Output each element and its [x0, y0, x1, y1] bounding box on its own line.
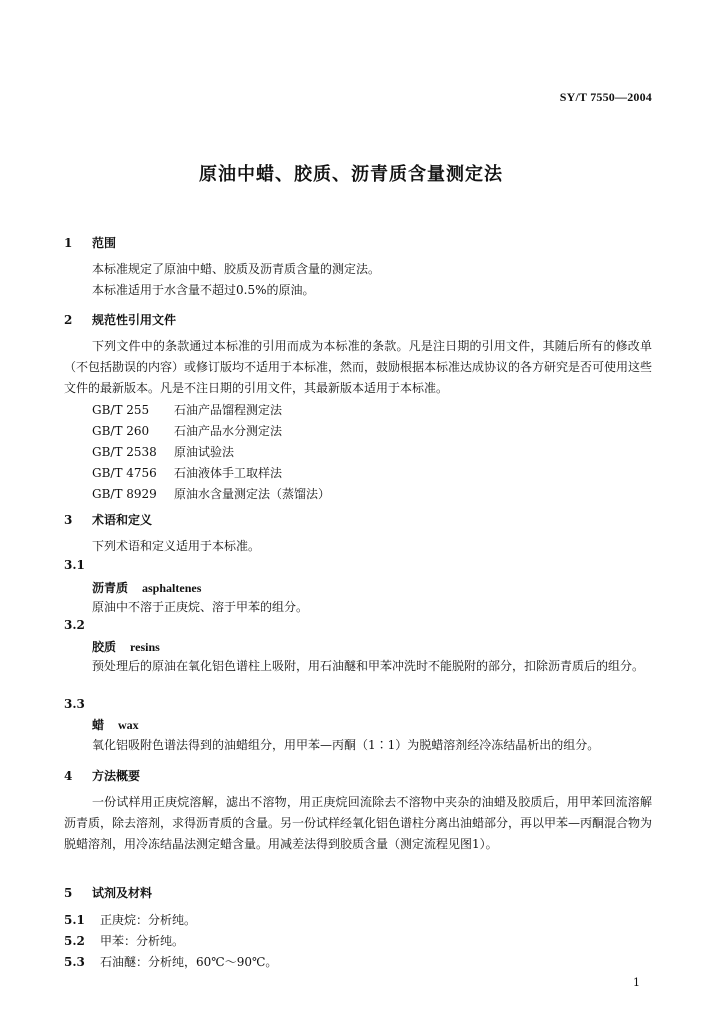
term-heading — [92, 638, 160, 655]
clause-number: 3.1 — [64, 558, 85, 572]
reference-name: 石油产品水分测定法 — [174, 424, 283, 438]
section-number: 2 — [64, 313, 73, 327]
reference-code: GB/T 2538 — [92, 445, 157, 459]
paragraph-text: 下列文件中的条款通过本标准的引用而成为本标准的条款。凡是注日期的引用文件，其随后所有的修改单（不包括勘误的内容）或修订版均不适用于本标准，然而，鼓励根据本标准达成协议的各方研究是否可使用这些文件的最新版本。凡是不注日期的引用文件，其最新版本适用于本标准。 — [64, 339, 653, 395]
term-cn: 胶质 — [92, 640, 117, 654]
section-4-heading — [64, 767, 140, 784]
reference-name: 原油水含量测定法（蒸馏法） — [174, 487, 331, 501]
term-en: resins — [130, 640, 160, 654]
section-3-heading — [64, 511, 152, 528]
paragraph — [64, 336, 652, 399]
item-text: 石油醚：分析纯，60℃～90℃。 — [100, 955, 278, 969]
paragraph: 本标准规定了原油中蜡、胶质及沥青质含量的测定法。 — [92, 262, 381, 276]
section-1-heading — [64, 234, 116, 251]
term-cn: 沥青质 — [92, 581, 129, 595]
page-title: 原油中蜡、胶质、沥青质含量测定法 — [199, 164, 503, 185]
clause-number: 3.3 — [64, 697, 85, 711]
section-title: 方法概要 — [92, 769, 141, 783]
clause-number: 3.2 — [64, 618, 85, 632]
paragraph-text: 一份试样用正庚烷溶解，滤出不溶物，用正庚烷回流除去不溶物中夹杂的油蜡及胶质后，用甲苯回流溶解沥青质，除去溶剂，求得沥青质的含量。另一份试样经氧化铝色谱柱分离出油蜡部分，再以甲苯—丙酮混合物为脱蜡溶剂，用冷冻结晶法测定蜡含量。用减差法得到胶质含量（测定流程见图1）。 — [64, 795, 653, 851]
paragraph — [64, 792, 652, 855]
paragraph: 下列术语和定义适用于本标准。 — [92, 539, 261, 553]
list-item — [64, 952, 277, 973]
section-title: 术语和定义 — [92, 513, 153, 527]
term-definition — [64, 656, 652, 677]
reference-name: 石油产品馏程测定法 — [174, 403, 283, 417]
term-en: wax — [118, 718, 139, 732]
reference-code: GB/T 260 — [92, 424, 150, 438]
reference-item — [92, 421, 282, 442]
section-number: 5 — [64, 886, 73, 900]
term-en: asphaltenes — [142, 581, 202, 595]
list-item — [64, 931, 184, 952]
reference-code: GB/T 255 — [92, 403, 150, 417]
page-number: 1 — [633, 976, 640, 989]
section-number: 3 — [64, 513, 73, 527]
standard-code: SY/T 7550—2004 — [559, 90, 652, 104]
item-number: 5.1 — [64, 913, 85, 927]
item-text: 甲苯：分析纯。 — [100, 934, 185, 948]
section-number: 4 — [64, 769, 73, 783]
section-number: 1 — [64, 236, 73, 250]
section-5-heading — [64, 884, 152, 901]
reference-item — [92, 442, 234, 463]
list-item — [64, 910, 196, 931]
term-heading — [92, 579, 201, 596]
reference-code: GB/T 4756 — [92, 466, 157, 480]
reference-item — [92, 484, 330, 505]
term-definition-text: 预处理后的原油在氧化铝色谱柱上吸附，用石油醚和甲苯冲洗时不能脱附的部分，扣除沥青质后的组分。 — [92, 659, 645, 673]
reference-name: 石油液体手工取样法 — [174, 466, 283, 480]
term-cn: 蜡 — [92, 718, 105, 732]
section-title: 规范性引用文件 — [92, 313, 177, 327]
section-title: 试剂及材料 — [92, 886, 153, 900]
item-number: 5.2 — [64, 934, 85, 948]
reference-item — [92, 463, 282, 484]
reference-item — [92, 400, 282, 421]
term-definition: 原油中不溶于正庚烷、溶于甲苯的组分。 — [92, 600, 309, 614]
term-heading — [92, 716, 139, 733]
term-definition: 氧化铝吸附色谱法得到的油蜡组分，用甲苯—丙酮（1∶1）为脱蜡溶剂经冷冻结晶析出的组分。 — [92, 738, 600, 752]
reference-name: 原油试验法 — [174, 445, 235, 459]
item-text: 正庚烷：分析纯。 — [100, 913, 197, 927]
paragraph: 本标准适用于水含量不超过0.5%的原油。 — [92, 283, 315, 297]
section-title: 范围 — [92, 236, 117, 250]
reference-code: GB/T 8929 — [92, 487, 157, 501]
section-2-heading — [64, 311, 176, 328]
item-number: 5.3 — [64, 955, 85, 969]
